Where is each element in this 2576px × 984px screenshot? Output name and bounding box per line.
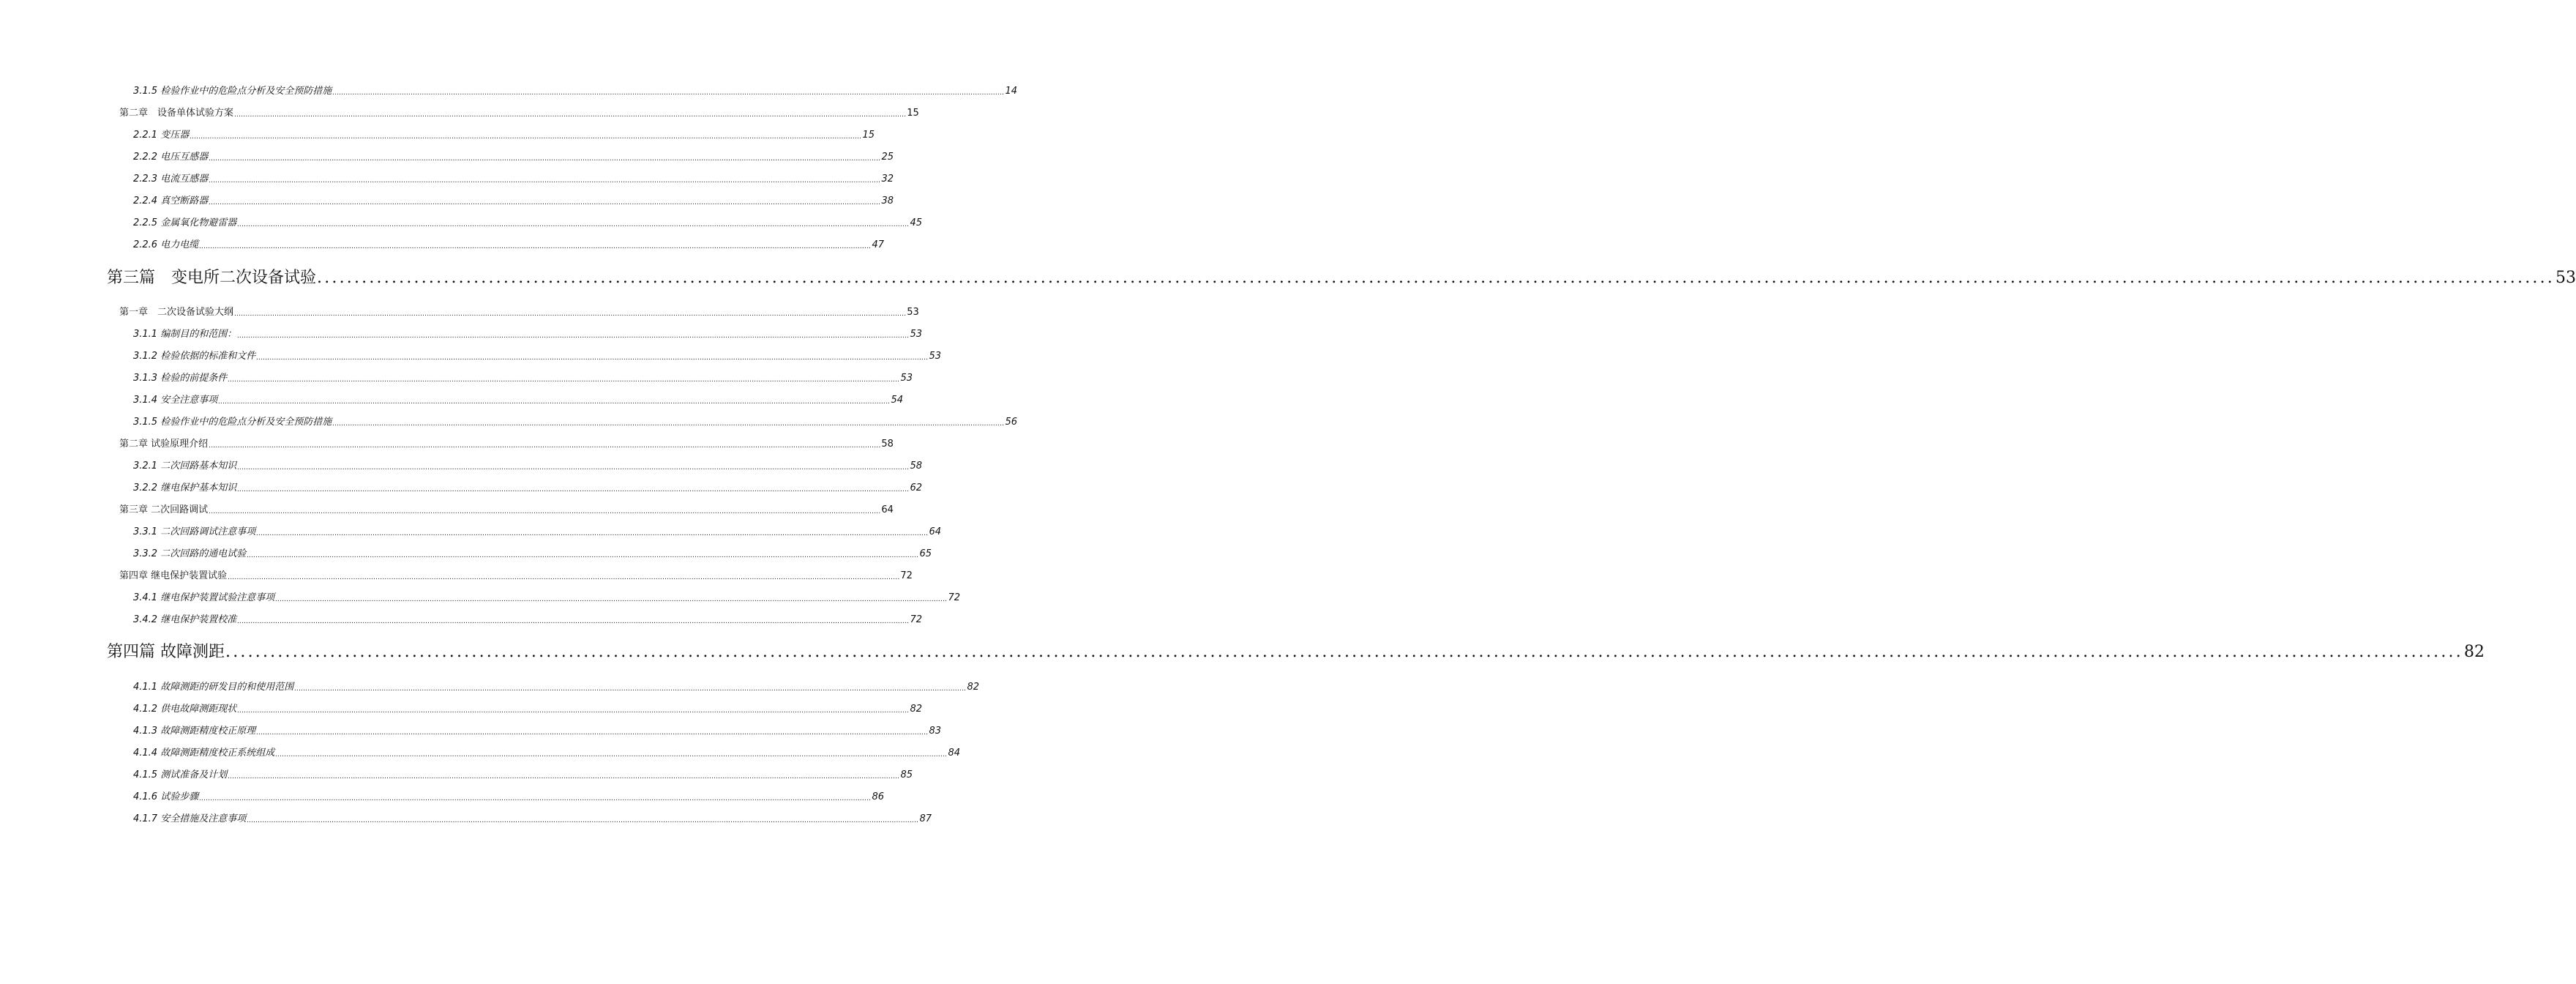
dot-leader: ............................................................................................................................................................................................................................................................................................................ [256,729,929,737]
toc-section-entry[interactable] [133,195,894,207]
toc-page-number: 45 [910,217,923,228]
toc-page-number: 82 [2463,643,2485,661]
dot-leader: ............................................................................................................................................................................................................................................................................................................ [228,574,900,581]
toc-entry-title: 3.1.2 检验依据的标准和文件 [133,351,256,362]
toc-page-number: 64 [881,504,894,515]
toc-entry-title: 4.1.6 试验步骤 [133,791,199,802]
toc-page-number: 53 [900,373,913,384]
toc-section-entry[interactable] [133,813,932,825]
toc-section-entry[interactable] [133,548,932,560]
dot-leader: ............................................................................................................................................................................................................................................................................................................ [275,596,948,603]
toc-page-number: 47 [872,239,885,250]
toc-part-entry[interactable] [107,268,2576,288]
toc-entry-title: 3.1.1 编制目的和范围： [133,329,237,340]
toc-page-number: 62 [910,482,923,493]
toc-entry-title: 2.2.5 金属氧化物避雷器 [133,217,237,228]
toc-page-number: 83 [929,726,942,737]
toc-page-number: 85 [900,769,913,780]
toc-section-entry[interactable] [133,395,904,406]
toc-section-entry[interactable] [133,152,894,163]
dot-leader: ............................................................................................................................................................................................................................................................................................................ [218,398,891,406]
toc-entry-title: 4.1.2 供电故障测距现状 [133,704,237,715]
toc-entry-title: 2.2.3 电流互感器 [133,174,209,184]
dot-leader: ............................................................................................................................................................................................................................................................................................................ [209,508,881,515]
toc-entry-title: 2.2.6 电力电缆 [133,239,199,250]
toc-section-entry[interactable] [133,482,923,494]
toc-page-number: 15 [862,130,875,141]
toc-page-number: 14 [1005,86,1018,97]
dot-leader: ............................................................................................................................................................................................................................................................................................................ [247,817,919,824]
toc-entry-title: 3.1.4 安全注意事项 [133,395,218,406]
toc-section-entry[interactable] [133,704,923,715]
toc-page-number: 58 [881,439,894,450]
toc-entry-title: 第四篇 故障测距 [107,643,225,661]
toc-page-number: 25 [881,152,894,163]
toc-page-number: 64 [929,526,942,537]
dot-leader: ............................................................................................................................................................................................................................................................................................................ [317,269,2555,287]
toc-chapter-entry[interactable] [119,108,919,119]
toc-chapter-entry[interactable] [119,570,913,582]
dot-leader: ............................................................................................................................................................................................................................................................................................................ [228,376,900,384]
toc-section-entry[interactable] [133,748,961,759]
dot-leader: ............................................................................................................................................................................................................................................................................................................ [332,89,1005,97]
toc-section-entry[interactable] [133,614,923,626]
toc-page-number: 86 [872,791,885,802]
toc-page-number: 87 [919,813,932,824]
toc-page-number: 53 [2555,269,2576,287]
toc-entry-title: 2.2.4 真空断路器 [133,195,209,206]
dot-leader: ............................................................................................................................................................................................................................................................................................................ [332,420,1005,428]
dot-leader: ............................................................................................................................................................................................................................................................................................................ [256,354,929,362]
dot-leader: ............................................................................................................................................................................................................................................................................................................ [237,618,910,625]
toc-entry-title: 第二章 试验原理介绍 [119,439,209,450]
toc-entry-title: 4.1.1 故障测距的研发目的和使用范围 [133,682,294,693]
toc-entry-title: 3.3.2 二次回路的通电试验 [133,548,247,559]
toc-page-number: 82 [967,682,980,693]
toc-page-number: 15 [907,108,919,119]
toc-page-number: 53 [929,351,942,362]
toc-section-entry[interactable] [133,417,1018,428]
toc-page-number: 72 [900,570,913,581]
toc-section-entry[interactable] [133,217,923,229]
toc-page-number: 53 [910,329,923,340]
toc-entry-title: 2.2.1 变压器 [133,130,190,141]
dot-leader: ............................................................................................................................................................................................................................................................................................................ [228,773,900,780]
toc-page-number: 72 [948,592,961,603]
toc-entry-title: 第二章 设备单体试验方案 [119,108,234,119]
dot-leader: ............................................................................................................................................................................................................................................................................................................ [247,552,919,559]
dot-leader: ............................................................................................................................................................................................................................................................................................................ [225,643,2463,661]
toc-page-number: 82 [910,704,923,715]
toc-entry-title: 3.2.1 二次回路基本知识 [133,461,237,471]
toc-page-number: 54 [891,395,904,406]
toc-entry-title: 3.1.5 检验作业中的危险点分析及安全预防措施 [133,417,332,428]
dot-leader: ............................................................................................................................................................................................................................................................................................................ [256,530,929,537]
toc-entry-title: 3.2.2 继电保护基本知识 [133,482,237,493]
toc-entry-title: 4.1.3 故障测距精度校正原理 [133,726,256,737]
toc-section-entry[interactable] [133,239,885,251]
toc-page-number: 38 [881,195,894,206]
toc-section-entry[interactable] [133,682,980,693]
toc-section-entry[interactable] [133,726,942,737]
dot-leader: ............................................................................................................................................................................................................................................................................................................ [294,685,967,693]
toc-entry-title: 第三篇 变电所二次设备试验 [107,269,317,287]
toc-entry-title: 3.1.3 检验的前提条件 [133,373,228,384]
dot-leader: ............................................................................................................................................................................................................................................................................................................ [234,111,907,119]
toc-entry-title: 第一章 二次设备试验大纲 [119,307,234,318]
toc-section-entry[interactable] [133,791,885,803]
toc-page-number: 32 [881,174,894,184]
toc-section-entry[interactable] [133,526,942,538]
toc-entry-title: 第三章 二次回路调试 [119,504,209,515]
toc-section-entry[interactable] [133,86,1018,97]
dot-leader: ............................................................................................................................................................................................................................................................................................................ [237,464,910,471]
dot-leader: ............................................................................................................................................................................................................................................................................................................ [209,155,881,163]
toc-page-number: 72 [910,614,923,625]
dot-leader: ............................................................................................................................................................................................................................................................................................................ [237,707,910,715]
toc-entry-title: 4.1.7 安全措施及注意事项 [133,813,247,824]
toc-section-entry[interactable] [133,592,961,604]
toc-entry-title: 4.1.4 故障测距精度校正系统组成 [133,748,275,758]
dot-leader: ............................................................................................................................................................................................................................................................................................................ [209,177,881,184]
toc-section-entry[interactable] [133,351,942,362]
toc-entry-title: 3.1.5 检验作业中的危险点分析及安全预防措施 [133,86,332,97]
toc-section-entry[interactable] [133,130,875,141]
toc-chapter-entry[interactable] [119,307,919,318]
toc-entry-title: 4.1.5 测试准备及计划 [133,769,228,780]
toc-page-number: 56 [1005,417,1018,428]
toc-entry-title: 3.4.2 继电保护装置校准 [133,614,237,625]
toc-entry-title: 3.4.1 继电保护装置试验注意事项 [133,592,275,603]
dot-leader: ............................................................................................................................................................................................................................................................................................................ [209,199,881,206]
toc-section-entry[interactable] [133,174,894,185]
dot-leader: ............................................................................................................................................................................................................................................................................................................ [237,221,910,228]
toc-page-number: 84 [948,748,961,758]
toc-part-entry[interactable] [107,642,2485,663]
toc-entry-title: 2.2.2 电压互感器 [133,152,209,163]
toc-section-entry[interactable] [133,769,913,781]
toc-section-entry[interactable] [133,461,923,472]
dot-leader: ............................................................................................................................................................................................................................................................................................................ [209,442,881,450]
dot-leader: ............................................................................................................................................................................................................................................................................................................ [190,133,862,141]
toc-page-number: 65 [919,548,932,559]
dot-leader: ............................................................................................................................................................................................................................................................................................................ [237,486,910,493]
toc-chapter-entry[interactable] [119,439,894,450]
toc-section-entry[interactable] [133,373,913,384]
dot-leader: ............................................................................................................................................................................................................................................................................................................ [237,332,910,340]
dot-leader: ............................................................................................................................................................................................................................................................................................................ [199,795,872,802]
toc-page-number: 53 [907,307,919,318]
toc-entry-title: 3.3.1 二次回路调试注意事项 [133,526,256,537]
toc-entry-title: 第四章 继电保护装置试验 [119,570,228,581]
toc-chapter-entry[interactable] [119,504,894,516]
toc-page-number: 58 [910,461,923,471]
dot-leader: ............................................................................................................................................................................................................................................................................................................ [199,243,872,250]
dot-leader: ............................................................................................................................................................................................................................................................................................................ [275,751,948,758]
dot-leader: ............................................................................................................................................................................................................................................................................................................ [234,310,907,318]
toc-section-entry[interactable] [133,329,923,340]
